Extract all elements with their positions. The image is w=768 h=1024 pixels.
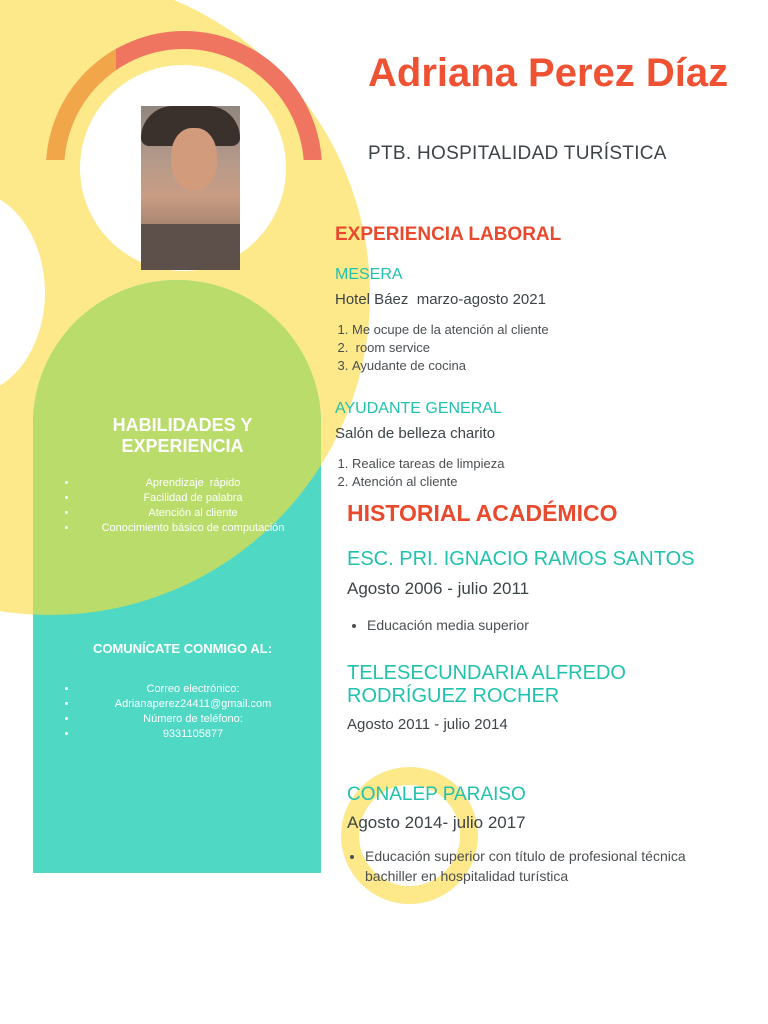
job-place: Salón de belleza charito (335, 425, 496, 442)
phone-number[interactable]: • 9331105877 (78, 727, 308, 742)
job-role: MESERA (335, 266, 403, 283)
list-item: 1. Realice tareas de limpieza (352, 455, 672, 473)
experience-section-title: EXPERIENCIA LABORAL (335, 224, 562, 245)
list-item: • Aprendizaje rápido (78, 476, 308, 491)
profile-photo (141, 106, 240, 270)
list-item: • Educación superior con título de profesional técnica bachiller en hospitalidad turística (365, 846, 705, 886)
email-link[interactable]: • Adrianaperez24411@gmail.com (78, 697, 308, 712)
contact-list (60, 682, 308, 742)
contact-title: COMUNÍCATE CONMIGO AL: (92, 641, 273, 656)
list-item: 2. Atención al cliente (352, 473, 672, 491)
list-item: • Facilidad de palabra (78, 491, 308, 506)
school-details (347, 615, 727, 635)
list-item: • Correo electrónico: (78, 682, 308, 697)
school-period: Agosto 2014- julio 2017 (347, 813, 526, 832)
list-item: 3. Ayudante de cocina (352, 357, 672, 375)
school-name: ESC. PRI. IGNACIO RAMOS SANTOS (347, 548, 695, 570)
skills-title: HABILIDADES Y EXPERIENCIA (112, 415, 253, 456)
school-name: CONALEP PARAISO (347, 784, 526, 805)
school-period: Agosto 2011 - julio 2014 (347, 716, 508, 733)
list-item: • Conocimiento básico de computación (78, 521, 308, 536)
education-section-title: HISTORIAL ACADÉMICO (347, 500, 618, 526)
list-item: • Número de teléfono: (78, 712, 308, 727)
list-item: • Educación media superior (367, 615, 727, 635)
school-period: Agosto 2006 - julio 2011 (347, 579, 530, 598)
person-name: Adriana Perez Díaz (368, 51, 729, 95)
job-tasks (332, 321, 672, 375)
school-details (345, 846, 705, 886)
job-place: Hotel Báez marzo-agosto 2021 (335, 291, 546, 308)
list-item: • Atención al cliente (78, 506, 308, 521)
person-title: PTB. HOSPITALIDAD TURÍSTICA (368, 143, 667, 164)
list-item: 1. Me ocupe de la atención al cliente (352, 321, 672, 339)
job-role: AYUDANTE GENERAL (335, 400, 502, 417)
skills-list (60, 476, 308, 536)
decorative-green-overlap (33, 280, 321, 873)
list-item: 2. room service (352, 339, 672, 357)
job-tasks (332, 455, 672, 491)
school-name: TELESECUNDARIA ALFREDO RODRÍGUEZ ROCHER (347, 662, 626, 707)
